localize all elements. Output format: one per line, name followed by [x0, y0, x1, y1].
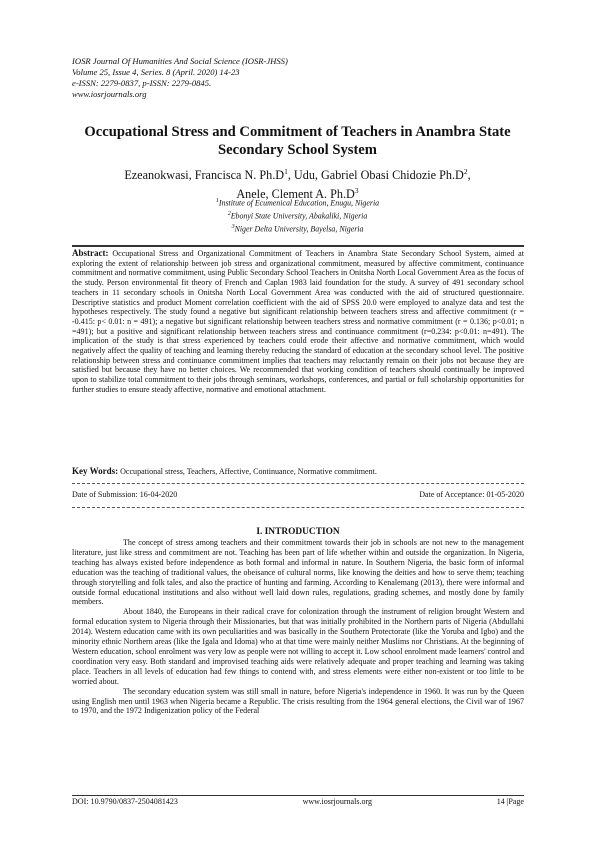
paragraph: The secondary education system was still small in nature, before Nigeria's independence in 1960. It was run by the Queen using English men until 1963 when Nigeria became a Republic. The crisis resulting from the 1964 general elections, the Civil war of 1967 to 1970, and the 1972 Indigenization policy of the Federal: [72, 686, 524, 716]
author-sep: ,: [467, 168, 471, 183]
journal-volume: Volume 25, Issue 4, Series. 8 (April. 2020) 14-23: [72, 67, 240, 77]
section-body: [72, 538, 524, 716]
paragraph: The concept of stress among teachers and their commitment towards their job in schools are not new to the management literature, just like stress and commitment are not. Teaching has been part of life whether within and outside the organization. In Nigeria, teaching has always existed before independence as both formal and informal in nature. In Southern Nigeria, the basic form of informal education was the teaching of traditional values, the obeisance of cultural norms, like knowing the deities and how to serve them; teaching through storytelling and folk tales, and also the practice of hunting and farming. According to Kenalemang (2013), there were informal and outside formal educational institutions and also without well laid down rules, regulations, grading schemes, and mostly done by family members.: [72, 538, 524, 607]
affiliation-1-sup: 1: [215, 198, 219, 204]
affiliation-1: [60, 196, 535, 209]
author-2: , Udu, Gabriel Obasi Chidozie Ph.D: [287, 168, 464, 183]
abstract-text: Occupational Stress and Organizational Commitment of Teachers in Anambra State Secondary School System, aimed at exploring the extent of relationship between job stress and organizational commitment, measured by affective commitment, continuance commitment and normative commitment, using Public Secondary School Teachers in Onitsha North Local Government Area as the focus of the study. Person environmental fit theory of French and Caplan 1983 laid foundation for the study. A survey of 491 secondary school teachers in 11 secondary schools in Onitsha North Local Government Area was conducted with the aid of structured questionnaire. Descriptive statistics and product Moment correlation coefficient with the aid of SPSS 20.0 were employed to analyze data and test the hypotheses respectively. The study found a negative but significant relationship between teachers stress and affective commitment (r = -0.415: p< 0.01: n = 491); a negative but significant relationship between teachers stress and normative commitment (r = 0.136; p<0.01; n =491); but a positive and significant relationship between teachers stress and continuance commitment (r=0.234: p<0.01: n=491). The implication of the study is that stress experienced by teachers could erode their affective and normative commitment, which would negatively affect the quality of teaching and learning thereby reducing the standard of education at the secondary school level. The positive relationship between stress and continuance commitment implies that teachers may reluctantly remain on their jobs not because they are satisfied but because they have no better choices. We recommended that working condition of teachers should continually be improved upon to stabilize total commitment to their jobs through seminars, workshops, conferences, and partial or full scholarship opportunities for further studies to ensure steady affective, normative and emotional attachment.: [72, 249, 524, 394]
affiliation-2-sup: 2: [227, 210, 231, 217]
submission-dates: [72, 490, 524, 499]
keywords-text: Occupational stress, Teachers, Affective, Continuance, Normative commitment.: [118, 467, 377, 476]
date-acceptance: Date of Acceptance: 01-05-2020: [419, 490, 524, 499]
abstract-label: Abstract:: [72, 248, 109, 258]
affiliation-2: [60, 209, 535, 222]
footer-doi: DOI: 10.9790/0837-2504081423: [72, 797, 178, 806]
abstract: [72, 249, 524, 395]
footer-page: 14 |Page: [496, 797, 524, 806]
affiliation-1-text: Institute of Ecumenical Education, Enugu, Nigeria: [218, 198, 380, 208]
keywords-label: Key Words:: [72, 466, 119, 476]
keywords: [72, 466, 524, 477]
author-3-sup: 3: [354, 186, 359, 196]
author-1: Ezeanokwasi, Francisca N. Ph.D: [124, 168, 285, 183]
affiliation-3: [60, 222, 535, 235]
journal-website[interactable]: www.iosrjournals.org: [72, 89, 147, 99]
author-1-sup: 1: [284, 167, 288, 176]
affiliation-2-text: Ebonyi State University, Abakaliki, Nigeria: [230, 211, 368, 221]
author-3: Anele, Clement A. Ph.D: [236, 187, 355, 202]
section-heading: I. INTRODUCTION: [256, 527, 340, 537]
author-2-sup: 2: [463, 167, 468, 176]
paragraph: About 1840, the Europeans in their radical crave for colonization through the instrument of religion brought Western and formal education system to Nigeria through their Missionaries, but that was initially prohibited in the Northern parts of Nigeria (Abdullahi 2014). Western education came with its own peculiarities and was basically in the Southern Protectorate (like the Yoruba and Igbo) and the minority ethnic Northern areas (like the Igala and Idoma) who at that time were mainly neither Muslims nor Christians. At the beginning of Western education, school enrolment was very low as people were not willing to accept it. Low school enrolment made learners' control and coordination very easy. Both standard and improvised teaching aids were relatively adequate and proper teaching and learning was taking place. Teachers in all levels of education had few things to contend with, and stress elements were either non-existent or too little to be worried about.: [72, 607, 524, 686]
footer-rule: [72, 795, 524, 796]
affiliation-list: [60, 196, 535, 235]
journal-name: IOSR Journal Of Humanities And Social Science (IOSR-JHSS): [72, 56, 288, 66]
date-submission: Date of Submission: 16-04-2020: [72, 490, 178, 499]
paper-title: Occupational Stress and Commitment of Teachers in Anambra State Secondary School System: [84, 124, 511, 158]
affiliation-3-sup: 3: [231, 223, 235, 230]
footer-website[interactable]: www.iosrjournals.org: [302, 797, 373, 806]
journal-issn: e-ISSN: 2279-0837, p-ISSN: 2279-0845.: [72, 78, 212, 88]
affiliation-3-text: Niger Delta University, Bayelsa, Nigeria: [234, 224, 364, 234]
journal-header: [72, 56, 288, 100]
divider: [72, 483, 524, 484]
divider: [72, 507, 524, 508]
abstract-top-rule: [72, 245, 524, 247]
page-footer: [72, 797, 524, 806]
